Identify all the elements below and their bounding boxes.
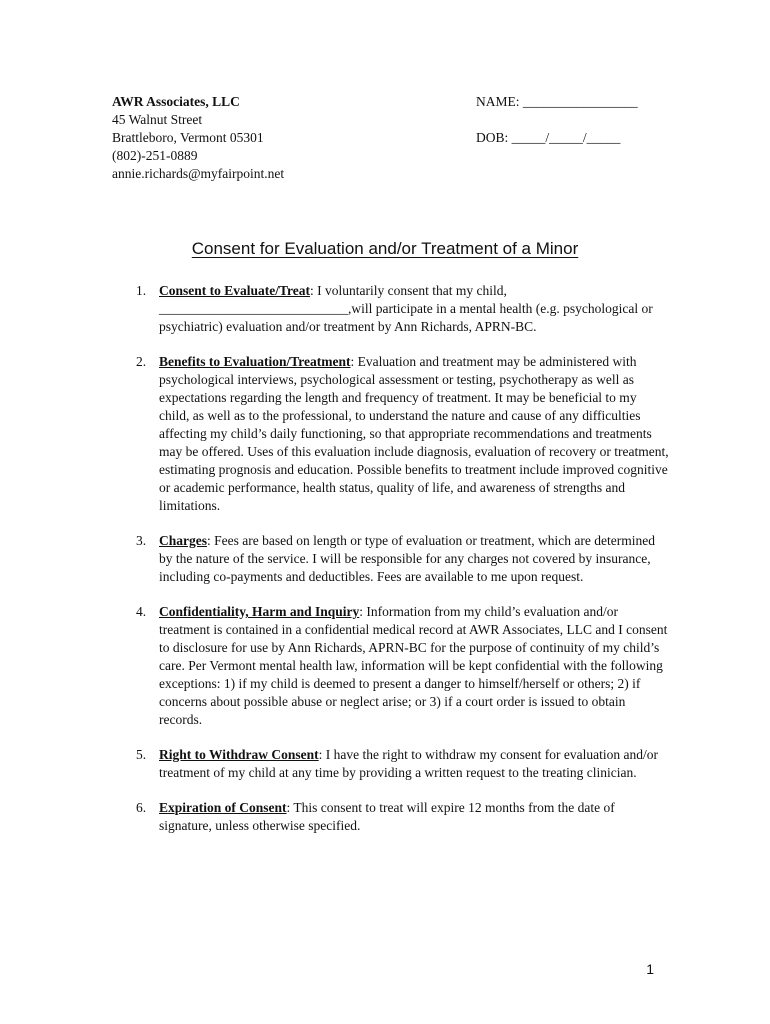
section-heading: Benefits to Evaluation/Treatment	[159, 354, 351, 369]
section-heading: Charges	[159, 533, 207, 548]
document-title-text: Consent for Evaluation and/or Treatment of a Minor	[191, 239, 579, 258]
section-body: : I have the right to withdraw my consent for evaluation and/or treatment of my child at any time by providing a written request to the treating clinician.	[159, 747, 658, 780]
section-heading: Right to Withdraw Consent	[159, 747, 319, 762]
section-body: : I voluntarily consent that my child, ____________________________,will participate in a mental health (e.g. psychological or psychiatric) evaluation and/or treatment by Ann Richards, APRN-BC.	[159, 283, 653, 334]
section-body: : This consent to treat will expire 12 months from the date of signature, unless otherwise specified.	[159, 800, 615, 833]
section-charges	[0, 532, 669, 586]
section-number: 2.	[136, 354, 147, 369]
section-body: : Information from my child’s evaluation and/or treatment is contained in a confidential medical record at AWR Associates, LLC and I consent to disclosure for use by Ann Richards, APRN-BC for the purpose of continuity of my child’s care. Per Vermont mental health law, information will be kept confidential with the following exceptions: 1) if my child is deemed to present a danger to himself/herself or others; 2) if concerns about possible abuse or neglect arise; or 3) if a court order is issued to obtain records.	[159, 604, 668, 727]
practice-name: AWR Associates, LLC	[112, 94, 240, 109]
section-confidentiality	[0, 603, 669, 729]
phone-number: (802)-251-0889	[112, 148, 198, 163]
practice-address-block	[112, 93, 284, 183]
section-number: 5.	[136, 747, 147, 762]
section-heading: Consent to Evaluate/Treat	[159, 283, 310, 298]
section-number: 3.	[136, 533, 147, 548]
consent-sections	[0, 282, 770, 852]
section-number: 6.	[136, 800, 147, 815]
section-heading: Expiration of Consent	[159, 800, 287, 815]
page-number: 1	[646, 961, 654, 977]
patient-fields	[476, 93, 638, 147]
section-consent-to-treat	[0, 282, 669, 336]
section-expiration	[0, 799, 669, 835]
dob-field[interactable]: DOB: _____/_____/_____	[476, 130, 621, 145]
name-field[interactable]: NAME: _________________	[476, 94, 638, 109]
city-state-zip: Brattleboro, Vermont 05301	[112, 130, 264, 145]
street-address: 45 Walnut Street	[112, 112, 203, 127]
section-body: : Fees are based on length or type of evaluation or treatment, which are determined by the nature of the service. I will be responsible for any charges not covered by insurance, including co-payments and deductibles. Fees are available to me upon request.	[159, 533, 655, 584]
document-title	[0, 239, 770, 259]
section-body: : Evaluation and treatment may be administered with psychological interviews, psychological assessment or testing, psychotherapy as well as expectations regarding the length and frequency of treatment. It may be beneficial to my child, as well as to the professional, to understand the nature and cause of any difficulties affecting my child’s daily functioning, so that appropriate recommendations and treatments may be offered. Uses of this evaluation include diagnosis, evaluation of recovery or treatment, estimating prognosis and education. Possible benefits to treatment include improved cognitive or academic performance, health status, quality of life, and awareness of strengths and limitations.	[159, 354, 669, 513]
section-heading: Confidentiality, Harm and Inquiry	[159, 604, 360, 619]
section-number: 4.	[136, 604, 147, 619]
section-withdraw-consent	[0, 746, 669, 782]
section-number: 1.	[136, 283, 147, 298]
email-address: annie.richards@myfairpoint.net	[112, 166, 285, 181]
section-benefits	[0, 353, 669, 515]
